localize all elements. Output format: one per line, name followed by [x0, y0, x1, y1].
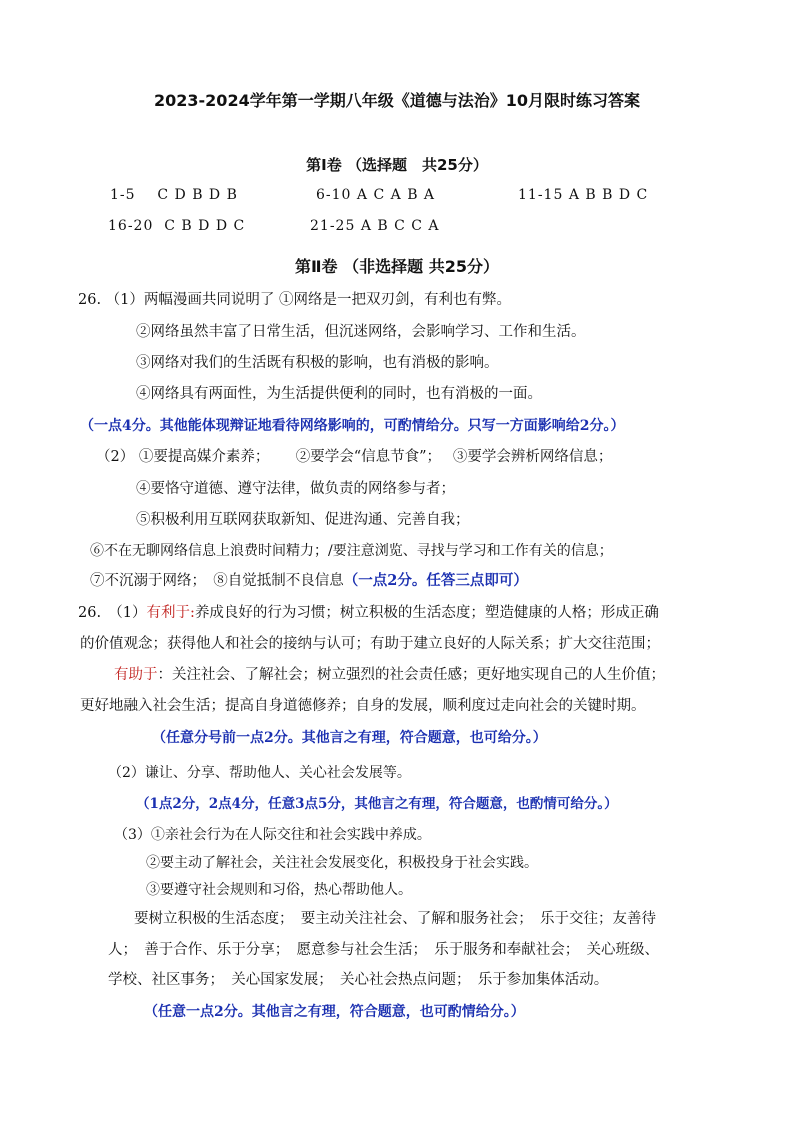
answer-text: ：关注社会、了解社会；树立强烈的社会责任感；更好地实现自己的人生价值； [157, 667, 665, 683]
answer-letters: A B B D C [568, 187, 649, 203]
scoring-note: （任意分号前一点2分。其他言之有理，符合题意，也可给分。） [152, 730, 547, 746]
answer-range: 6-10 [316, 187, 352, 203]
answer-line: （3）①亲社会行为在人际交往和社会实践中养成。 [114, 827, 431, 843]
answer-group [110, 187, 238, 203]
answer-line: ⑥不在无聊网络信息上浪费时间精力；/要注意浏览、寻找与学习和工作有关的信息； [90, 543, 613, 559]
answer-line [90, 571, 528, 591]
answer-letters: A B C C A [360, 218, 440, 234]
answer-group [108, 218, 245, 234]
answer-line: （2） ①要提高媒介素养； ②要学会“信息节食”； ③要学会辨析网络信息； [96, 449, 613, 465]
answer-line: 26. （1）两幅漫画共同说明了 ①网络是一把双刃剑，有利也有弊。 [78, 292, 512, 308]
answer-line: ⑤积极利用互联网获取新知、促进沟通、完善自我； [136, 512, 470, 528]
answer-group [316, 187, 435, 203]
answer-line: ④要恪守道德、遵守法律，做负责的网络参与者； [136, 481, 455, 497]
scoring-note: （一点4分。其他能体现辩证地看待网络影响的，可酌情给分。只写一方面影响给2分。） [80, 418, 625, 434]
answer-text: 养成良好的行为习惯；树立积极的生活态度；塑造健康的人格；形成正确 [194, 605, 659, 621]
answer-range: 11-15 [518, 187, 564, 203]
part1-heading: 第Ⅰ卷 （选择题 共25分） [306, 156, 488, 174]
answer-line: 人； 善于合作、乐于分享； 愿意参与社会生活； 乐于服务和奉献社会； 关心班级、 [108, 942, 659, 958]
scoring-note: （一点2分。任答三点即可） [343, 572, 528, 589]
answer-line: ②网络虽然丰富了日常生活，但沉迷网络，会影响学习、工作和生活。 [136, 324, 586, 340]
answer-line: ④网络具有两面性，为生活提供便利的同时，也有消极的一面。 [136, 386, 542, 402]
answer-line: ②要主动了解社会，关注社会发展变化，积极投身于社会实践。 [146, 855, 538, 871]
answer-line [78, 603, 659, 623]
answer-line: 要树立积极的生活态度； 要主动关注社会、了解和服务社会； 乐于交往；友善待 [134, 911, 656, 927]
keyword-label: 有利于: [146, 605, 195, 621]
answer-text: ⑦不沉溺于网络； ⑧自觉抵制不良信息 [90, 573, 344, 589]
answer-line: 的价值观念；获得他人和社会的接纳与认可；有助于建立良好的人际关系；扩大交往范围； [80, 636, 660, 652]
answer-letters: A C A B A [356, 187, 436, 203]
answer-letters: C B D D C [164, 218, 246, 234]
answer-line: ③要遵守社会规则和习俗，热心帮助他人。 [146, 882, 412, 898]
answer-group [310, 218, 440, 234]
scoring-note: （任意一点2分。其他言之有理，符合题意，也可酌情给分。） [144, 1004, 525, 1020]
answer-range: 16-20 [108, 218, 154, 234]
answer-range: 1-5 [110, 187, 136, 203]
answer-line: 更好地融入社会生活；提高自身道德修养；自身的发展，顺利度过走向社会的关键时期。 [80, 698, 646, 714]
answer-line: ③网络对我们的生活既有积极的影响，也有消极的影响。 [136, 355, 499, 371]
answer-range: 21-25 [310, 218, 356, 234]
keyword-label: 有助于 [114, 667, 158, 683]
question-number: 26. （1） [78, 605, 147, 621]
answer-line [114, 665, 665, 685]
answer-line: （2）谦让、分享、帮助他人、关心社会发展等。 [108, 765, 411, 781]
answer-group [518, 187, 648, 203]
answer-letters: C D B D B [157, 187, 238, 203]
scoring-note: （1点2分，2点4分，任意3点5分，其他言之有理，符合题意，也酌情可给分。） [136, 796, 618, 812]
answer-line: 学校、社区事务； 关心国家发展； 关心社会热点问题； 乐于参加集体活动。 [108, 972, 609, 988]
page-title: 2023-2024学年第一学期八年级《道德与法治》10月限时练习答案 [154, 91, 640, 110]
part2-heading: 第Ⅱ卷 （非选择题 共25分） [295, 257, 499, 276]
